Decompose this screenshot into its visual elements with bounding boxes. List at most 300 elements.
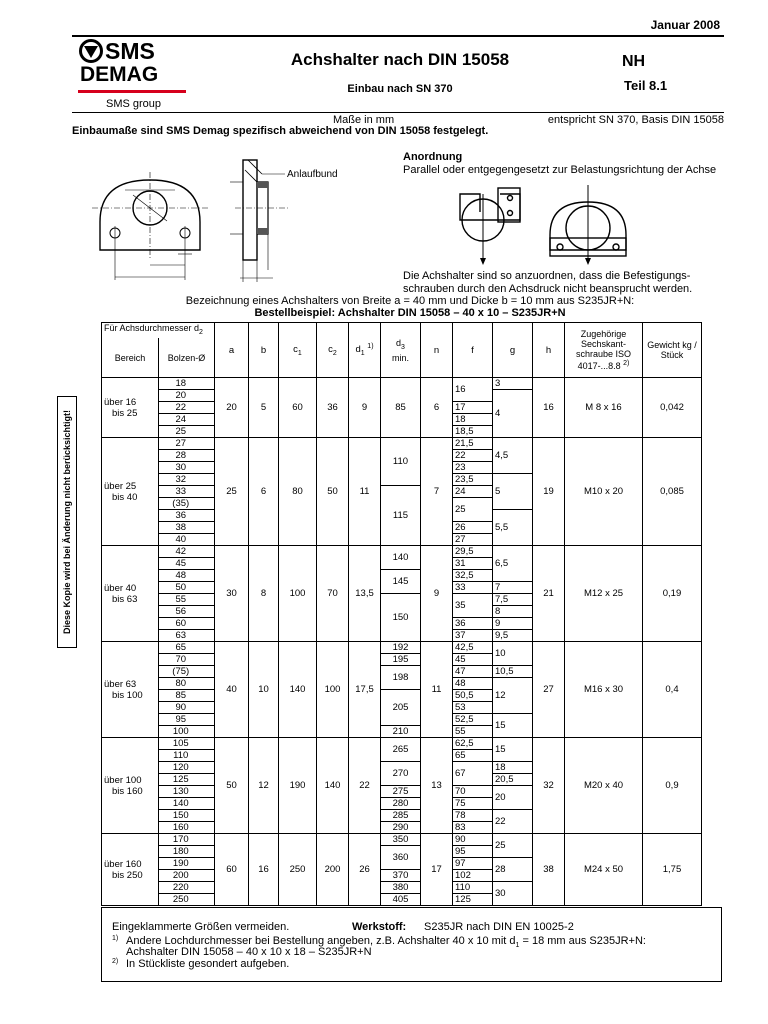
g-cell: 28 bbox=[493, 858, 533, 882]
header-d1: $d_1$ $^{1)}$ bbox=[349, 323, 381, 378]
bolt-spacer bbox=[203, 438, 215, 450]
bolt-spacer bbox=[203, 702, 215, 714]
header-h: h bbox=[533, 323, 565, 378]
b-cell: 16 bbox=[249, 834, 279, 906]
g-cell: 4 bbox=[493, 390, 533, 438]
c2-cell: 200 bbox=[317, 834, 349, 906]
header-c1: $c_1$ bbox=[279, 323, 317, 378]
bolt-diameter-cell: 24 bbox=[159, 414, 203, 426]
bolt-spacer bbox=[203, 798, 215, 810]
table-row bbox=[102, 738, 702, 750]
bolt-spacer bbox=[203, 402, 215, 414]
footer-avoid-note: Eingeklammerte Größen vermeiden. bbox=[112, 921, 290, 933]
g-cell: 10 bbox=[493, 642, 533, 666]
bolt-diameter-cell: 80 bbox=[159, 678, 203, 690]
f-cell: 42,5 bbox=[453, 642, 493, 654]
bolt-diameter-cell: (75) bbox=[159, 666, 203, 678]
c2-cell: 100 bbox=[317, 642, 349, 738]
footnote-2-mark: 2) bbox=[112, 958, 119, 965]
bolt-spacer bbox=[203, 582, 215, 594]
bolt-diameter-cell: 63 bbox=[159, 630, 203, 642]
bolt-spacer bbox=[203, 654, 215, 666]
arrangement-text: Parallel oder entgegengesetzt zur Belastungsrichtung der Achse bbox=[403, 164, 717, 176]
bolt-diameter-cell: (35) bbox=[159, 498, 203, 510]
footer-material: S235JR nach DIN EN 10025-2 bbox=[424, 921, 574, 933]
bolt-diameter-cell: 125 bbox=[159, 774, 203, 786]
bolt-spacer bbox=[203, 534, 215, 546]
d3-cell: 275 bbox=[381, 786, 421, 798]
g-cell: 20,5 bbox=[493, 774, 533, 786]
f-cell: 52,5 bbox=[453, 714, 493, 726]
range-from: über 63 bbox=[104, 678, 137, 690]
screw-cell: M24 x 50 bbox=[565, 834, 643, 906]
range-cell bbox=[102, 438, 159, 546]
page-subtitle: Einbau nach SN 370 bbox=[347, 83, 453, 95]
header-axle-diameter: Für Achsdurchmesser $d_2$ bbox=[102, 323, 215, 338]
header-range: Bereich bbox=[102, 338, 159, 378]
header-f: f bbox=[453, 323, 493, 378]
bolt-diameter-cell: 60 bbox=[159, 618, 203, 630]
bolt-diameter-cell: 70 bbox=[159, 654, 203, 666]
f-cell: 18 bbox=[453, 414, 493, 426]
a-cell: 50 bbox=[215, 738, 249, 834]
header-b: b bbox=[249, 323, 279, 378]
f-cell: 53 bbox=[453, 702, 493, 714]
a-cell: 20 bbox=[215, 378, 249, 438]
f-cell: 102 bbox=[453, 870, 493, 882]
range-cell bbox=[102, 834, 159, 906]
bolt-diameter-cell: 20 bbox=[159, 390, 203, 402]
bolt-diameter-cell: 33 bbox=[159, 486, 203, 498]
range-from: über 16 bbox=[104, 396, 137, 408]
company-logo bbox=[78, 38, 188, 110]
c1-cell: 100 bbox=[279, 546, 317, 642]
bolt-spacer bbox=[203, 522, 215, 534]
c1-cell: 60 bbox=[279, 378, 317, 438]
b-cell: 6 bbox=[249, 438, 279, 546]
a-cell: 25 bbox=[215, 438, 249, 546]
bolt-spacer bbox=[203, 498, 215, 510]
header-a: a bbox=[215, 323, 249, 378]
c1-cell: 190 bbox=[279, 738, 317, 834]
h-cell: 38 bbox=[533, 834, 565, 906]
bolt-diameter-cell: 150 bbox=[159, 810, 203, 822]
f-cell: 31 bbox=[453, 558, 493, 570]
d3-cell: 350 bbox=[381, 834, 421, 846]
n-cell: 13 bbox=[421, 738, 453, 834]
f-cell: 50,5 bbox=[453, 690, 493, 702]
screw-cell: M20 x 40 bbox=[565, 738, 643, 834]
bolt-diameter-cell: 55 bbox=[159, 594, 203, 606]
g-cell: 5 bbox=[493, 474, 533, 510]
f-cell: 83 bbox=[453, 822, 493, 834]
f-cell: 17 bbox=[453, 402, 493, 414]
range-cell bbox=[102, 738, 159, 834]
bolt-spacer bbox=[203, 474, 215, 486]
bolt-spacer bbox=[203, 786, 215, 798]
bolt-diameter-cell: 28 bbox=[159, 450, 203, 462]
range-to: bis 25 bbox=[112, 407, 138, 419]
designation-line: Bezeichnung eines Achshalters von Breite a = 40 mm und Dicke b = 10 mm aus S235JR+N: bbox=[185, 295, 635, 307]
n-cell: 7 bbox=[421, 438, 453, 546]
units-note: Maße in mm bbox=[333, 114, 395, 126]
spec-note: entspricht SN 370, Basis DIN 15058 bbox=[547, 114, 724, 126]
g-cell: 10,5 bbox=[493, 666, 533, 678]
d1-cell: 26 bbox=[349, 834, 381, 906]
bolt-diameter-cell: 170 bbox=[159, 834, 203, 846]
bolt-spacer bbox=[203, 882, 215, 894]
bolt-spacer bbox=[203, 846, 215, 858]
bolt-spacer bbox=[203, 606, 215, 618]
d3-cell: 195 bbox=[381, 654, 421, 666]
f-cell: 24 bbox=[453, 486, 493, 498]
n-cell: 6 bbox=[421, 378, 453, 438]
g-cell: 20 bbox=[493, 786, 533, 810]
range-to: bis 100 bbox=[112, 689, 143, 701]
d3-cell: 85 bbox=[381, 378, 421, 438]
g-cell: 18 bbox=[493, 762, 533, 774]
bolt-diameter-cell: 130 bbox=[159, 786, 203, 798]
f-cell: 21,5 bbox=[453, 438, 493, 450]
bolt-spacer bbox=[203, 666, 215, 678]
f-cell: 125 bbox=[453, 894, 493, 906]
bolt-diameter-cell: 120 bbox=[159, 762, 203, 774]
bolt-diameter-cell: 32 bbox=[159, 474, 203, 486]
table-row bbox=[102, 438, 702, 450]
g-cell: 15 bbox=[493, 738, 533, 762]
bolt-spacer bbox=[203, 594, 215, 606]
bolt-spacer bbox=[203, 726, 215, 738]
f-cell: 23 bbox=[453, 462, 493, 474]
bolt-spacer bbox=[203, 870, 215, 882]
g-cell: 30 bbox=[493, 882, 533, 906]
logo-red-bar bbox=[78, 90, 186, 93]
bolt-spacer bbox=[203, 450, 215, 462]
footnote-2: In Stückliste gesondert aufgeben. bbox=[126, 958, 290, 970]
bolt-spacer bbox=[203, 858, 215, 870]
header-g: g bbox=[493, 323, 533, 378]
d1-cell: 13,5 bbox=[349, 546, 381, 642]
n-cell: 11 bbox=[421, 642, 453, 738]
drawing-callout-label: Anlaufbund bbox=[287, 169, 338, 180]
logo-group-text: SMS group bbox=[106, 98, 162, 110]
bolt-diameter-cell: 25 bbox=[159, 426, 203, 438]
screw-cell: M16 x 30 bbox=[565, 642, 643, 738]
range-cell bbox=[102, 378, 159, 438]
d3-cell: 192 bbox=[381, 642, 421, 654]
d3-cell: 290 bbox=[381, 822, 421, 834]
bolt-diameter-cell: 250 bbox=[159, 894, 203, 906]
bolt-diameter-cell: 180 bbox=[159, 846, 203, 858]
f-cell: 33 bbox=[453, 582, 493, 594]
bolt-diameter-cell: 140 bbox=[159, 798, 203, 810]
f-cell: 27 bbox=[453, 534, 493, 546]
g-cell: 7,5 bbox=[493, 594, 533, 606]
meta-rule bbox=[72, 112, 724, 113]
f-cell: 37 bbox=[453, 630, 493, 642]
bolt-diameter-cell: 95 bbox=[159, 714, 203, 726]
a-cell: 30 bbox=[215, 546, 249, 642]
footer-material-label: Werkstoff: bbox=[352, 921, 407, 933]
c1-cell: 80 bbox=[279, 438, 317, 546]
bolt-diameter-cell: 40 bbox=[159, 534, 203, 546]
c2-cell: 70 bbox=[317, 546, 349, 642]
range-to: bis 250 bbox=[112, 869, 143, 881]
bolt-spacer bbox=[203, 750, 215, 762]
h-cell: 19 bbox=[533, 438, 565, 546]
arrangement-diagram bbox=[450, 180, 650, 270]
standard-part: Teil 8.1 bbox=[624, 78, 668, 93]
bolt-diameter-cell: 27 bbox=[159, 438, 203, 450]
page-title: Achshalter nach DIN 15058 bbox=[290, 50, 510, 69]
bolt-spacer bbox=[203, 630, 215, 642]
c1-cell: 250 bbox=[279, 834, 317, 906]
g-cell: 8 bbox=[493, 606, 533, 618]
f-cell: 22 bbox=[453, 450, 493, 462]
weight-cell: 0,4 bbox=[643, 642, 702, 738]
g-cell: 9 bbox=[493, 618, 533, 630]
f-cell: 65 bbox=[453, 750, 493, 762]
bolt-spacer bbox=[203, 462, 215, 474]
bolt-diameter-cell: 36 bbox=[159, 510, 203, 522]
d3-cell: 205 bbox=[381, 690, 421, 726]
d3-cell: 110 bbox=[381, 438, 421, 486]
bolt-diameter-cell: 50 bbox=[159, 582, 203, 594]
f-cell: 75 bbox=[453, 798, 493, 810]
bolt-spacer bbox=[203, 822, 215, 834]
bolt-spacer bbox=[203, 486, 215, 498]
bolt-diameter-cell: 22 bbox=[159, 402, 203, 414]
bolt-spacer bbox=[203, 894, 215, 906]
f-cell: 55 bbox=[453, 726, 493, 738]
d3-cell: 360 bbox=[381, 846, 421, 870]
d3-cell: 270 bbox=[381, 762, 421, 786]
f-cell: 97 bbox=[453, 858, 493, 870]
logo-text-sms: SMS bbox=[105, 38, 155, 64]
bolt-spacer bbox=[203, 678, 215, 690]
d1-cell: 22 bbox=[349, 738, 381, 834]
f-cell: 16 bbox=[453, 378, 493, 402]
bolt-spacer bbox=[203, 414, 215, 426]
bolt-spacer bbox=[203, 558, 215, 570]
arrangement-note: Die Achshalter sind so anzuordnen, dass die Befestigungs-schrauben durch den Achsdruck nicht beansprucht werden. bbox=[403, 270, 693, 295]
d3-cell: 140 bbox=[381, 546, 421, 570]
bolt-diameter-cell: 38 bbox=[159, 522, 203, 534]
bolt-diameter-cell: 48 bbox=[159, 570, 203, 582]
footnote-1: Andere Lochdurchmesser bei Bestellung angeben, z.B. Achshalter 40 x 10 mit $d_1 = 18$ mm aus S235JR+N: bbox=[126, 935, 646, 950]
table-row bbox=[102, 642, 702, 654]
header-d3: $d_3$ min. bbox=[381, 323, 421, 378]
bolt-spacer bbox=[203, 426, 215, 438]
f-cell: 78 bbox=[453, 810, 493, 822]
bolt-spacer bbox=[203, 546, 215, 558]
bolt-spacer bbox=[203, 618, 215, 630]
bolt-diameter-cell: 100 bbox=[159, 726, 203, 738]
side-copy-notice-text: Diese Kopie wird bei Änderung nicht berücksichtigt! bbox=[62, 409, 72, 635]
d3-cell: 115 bbox=[381, 486, 421, 546]
weight-cell: 0,085 bbox=[643, 438, 702, 546]
bolt-diameter-cell: 110 bbox=[159, 750, 203, 762]
bolt-spacer bbox=[203, 690, 215, 702]
n-cell: 17 bbox=[421, 834, 453, 906]
d3-cell: 280 bbox=[381, 798, 421, 810]
g-cell: 6,5 bbox=[493, 546, 533, 582]
bolt-diameter-cell: 30 bbox=[159, 462, 203, 474]
c2-cell: 140 bbox=[317, 738, 349, 834]
d3-cell: 150 bbox=[381, 594, 421, 642]
d1-cell: 9 bbox=[349, 378, 381, 438]
f-cell: 18,5 bbox=[453, 426, 493, 438]
d1-cell: 11 bbox=[349, 438, 381, 546]
standard-code: NH bbox=[622, 53, 646, 70]
bolt-diameter-cell: 220 bbox=[159, 882, 203, 894]
f-cell: 95 bbox=[453, 846, 493, 858]
h-cell: 32 bbox=[533, 738, 565, 834]
g-cell: 9,5 bbox=[493, 630, 533, 642]
c2-cell: 50 bbox=[317, 438, 349, 546]
range-cell bbox=[102, 642, 159, 738]
header-bolt-diameter: Bolzen-Ø bbox=[159, 338, 215, 378]
footer-notes bbox=[101, 907, 722, 982]
bolt-spacer bbox=[203, 774, 215, 786]
h-cell: 16 bbox=[533, 378, 565, 438]
d3-cell: 370 bbox=[381, 870, 421, 882]
d3-cell: 210 bbox=[381, 726, 421, 738]
header-screw: Zugehörige Sechskant-schraube ISO 4017-...8.8 $^{2)}$ bbox=[565, 323, 643, 378]
logo-text-demag: DEMAG bbox=[80, 63, 159, 86]
d3-cell: 198 bbox=[381, 666, 421, 690]
f-cell: 35 bbox=[453, 594, 493, 618]
g-cell: 15 bbox=[493, 714, 533, 738]
arrangement-heading: Anordnung bbox=[403, 151, 463, 163]
h-cell: 27 bbox=[533, 642, 565, 738]
footnote-1-example: Achshalter DIN 15058 – 40 x 10 x 18 – S235JR+N bbox=[126, 946, 372, 958]
bolt-spacer bbox=[203, 762, 215, 774]
technical-drawing bbox=[90, 150, 395, 290]
bolt-spacer bbox=[203, 642, 215, 654]
f-cell: 70 bbox=[453, 786, 493, 798]
range-from: über 100 bbox=[104, 774, 142, 786]
d3-cell: 145 bbox=[381, 570, 421, 594]
bolt-spacer bbox=[203, 570, 215, 582]
table-row bbox=[102, 378, 702, 390]
f-cell: 90 bbox=[453, 834, 493, 846]
range-to: bis 160 bbox=[112, 785, 143, 797]
d3-cell: 380 bbox=[381, 882, 421, 894]
f-cell: 32,5 bbox=[453, 570, 493, 582]
bolt-diameter-cell: 42 bbox=[159, 546, 203, 558]
table-row bbox=[102, 834, 702, 846]
side-copy-notice bbox=[57, 396, 77, 648]
a-cell: 60 bbox=[215, 834, 249, 906]
b-cell: 8 bbox=[249, 546, 279, 642]
d3-cell: 285 bbox=[381, 810, 421, 822]
n-cell: 9 bbox=[421, 546, 453, 642]
dimensions-table bbox=[101, 322, 702, 906]
order-example: Bestellbeispiel: Achshalter DIN 15058 – 40 x 10 – S235JR+N bbox=[254, 307, 566, 319]
d3-cell: 405 bbox=[381, 894, 421, 906]
bolt-diameter-cell: 85 bbox=[159, 690, 203, 702]
b-cell: 12 bbox=[249, 738, 279, 834]
bolt-spacer bbox=[203, 390, 215, 402]
bolt-diameter-cell: 105 bbox=[159, 738, 203, 750]
table-row bbox=[102, 546, 702, 558]
screw-cell: M12 x 25 bbox=[565, 546, 643, 642]
d1-cell: 17,5 bbox=[349, 642, 381, 738]
g-cell: 7 bbox=[493, 582, 533, 594]
range-from: über 25 bbox=[104, 480, 137, 492]
g-cell: 25 bbox=[493, 834, 533, 858]
range-cell bbox=[102, 546, 159, 642]
f-cell: 110 bbox=[453, 882, 493, 894]
weight-cell: 0,9 bbox=[643, 738, 702, 834]
bolt-spacer bbox=[203, 714, 215, 726]
weight-cell: 1,75 bbox=[643, 834, 702, 906]
g-cell: 5,5 bbox=[493, 510, 533, 546]
range-to: bis 40 bbox=[112, 491, 138, 503]
bolt-diameter-cell: 90 bbox=[159, 702, 203, 714]
g-cell: 22 bbox=[493, 810, 533, 834]
b-cell: 10 bbox=[249, 642, 279, 738]
screw-cell: M10 x 20 bbox=[565, 438, 643, 546]
f-cell: 47 bbox=[453, 666, 493, 678]
c2-cell: 36 bbox=[317, 378, 349, 438]
range-to: bis 63 bbox=[112, 593, 138, 605]
dimensions-table-body bbox=[102, 378, 702, 906]
f-cell: 26 bbox=[453, 522, 493, 534]
g-cell: 3 bbox=[493, 378, 533, 390]
f-cell: 67 bbox=[453, 762, 493, 786]
f-cell: 45 bbox=[453, 654, 493, 666]
f-cell: 36 bbox=[453, 618, 493, 630]
document-date: Januar 2008 bbox=[650, 18, 720, 32]
bolt-spacer bbox=[203, 810, 215, 822]
bolt-diameter-cell: 200 bbox=[159, 870, 203, 882]
b-cell: 5 bbox=[249, 378, 279, 438]
f-cell: 25 bbox=[453, 498, 493, 522]
bolt-diameter-cell: 160 bbox=[159, 822, 203, 834]
header-c2: $c_2$ bbox=[317, 323, 349, 378]
c1-cell: 140 bbox=[279, 642, 317, 738]
bolt-spacer bbox=[203, 738, 215, 750]
bolt-diameter-cell: 45 bbox=[159, 558, 203, 570]
deviation-note: Einbaumaße sind SMS Demag spezifisch abweichend von DIN 15058 festgelegt. bbox=[72, 125, 489, 137]
sms-demag-logo-graphic bbox=[78, 38, 188, 110]
weight-cell: 0,042 bbox=[643, 378, 702, 438]
header-n: n bbox=[421, 323, 453, 378]
bolt-diameter-cell: 56 bbox=[159, 606, 203, 618]
bolt-spacer bbox=[203, 510, 215, 522]
d3-cell: 265 bbox=[381, 738, 421, 762]
weight-cell: 0,19 bbox=[643, 546, 702, 642]
f-cell: 23,5 bbox=[453, 474, 493, 486]
g-cell: 4,5 bbox=[493, 438, 533, 474]
range-from: über 40 bbox=[104, 582, 137, 594]
g-cell: 12 bbox=[493, 678, 533, 714]
bolt-diameter-cell: 65 bbox=[159, 642, 203, 654]
bolt-diameter-cell: 190 bbox=[159, 858, 203, 870]
h-cell: 21 bbox=[533, 546, 565, 642]
bolt-diameter-cell: 18 bbox=[159, 378, 203, 390]
f-cell: 62,5 bbox=[453, 738, 493, 750]
bolt-spacer bbox=[203, 834, 215, 846]
a-cell: 40 bbox=[215, 642, 249, 738]
range-from: über 160 bbox=[104, 858, 142, 870]
footnote-1-mark: 1) bbox=[112, 935, 119, 942]
bolt-spacer bbox=[203, 378, 215, 390]
f-cell: 48 bbox=[453, 678, 493, 690]
header-weight: Gewicht kg / Stück bbox=[643, 323, 702, 378]
